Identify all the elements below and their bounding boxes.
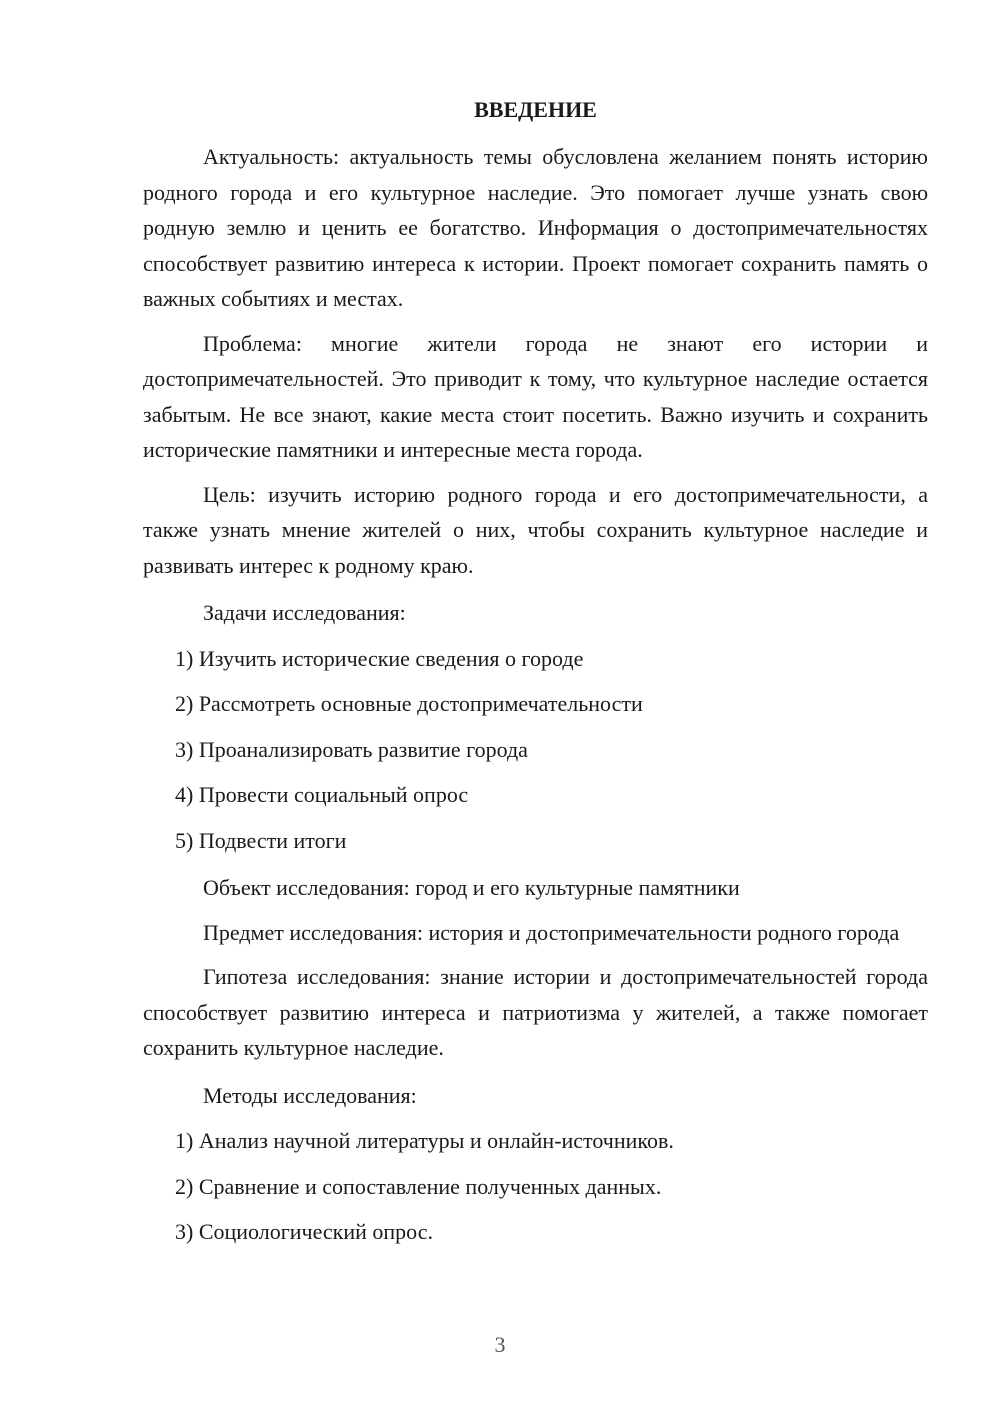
object-paragraph: Объект исследования: город и его культурные памятники [203,875,740,900]
list-item: 2) Сравнение и сопоставление полученных данных. [175,1173,662,1199]
goal-paragraph: Цель: изучить историю родного города и его достопримечательности, а также узнать мнение жителей о них, чтобы сохранить культурное наследие и развивать интерес к родному краю. [143,481,928,578]
list-item: 1) Изучить исторические сведения о городе [175,645,584,671]
list-item: 2) Рассмотреть основные достопримечательности [175,691,643,716]
tasks-list [143,641,928,859]
list-item: 5) Подвести итоги [175,827,347,853]
methods-list [143,1123,928,1250]
list-item: 3) Социологический опрос. [175,1219,433,1244]
section-title: ВВЕДЕНИЕ [474,97,597,122]
hypothesis-paragraph: Гипотеза исследования: знание истории и достопримечательностей города способствует развитию интереса и патриотизма у жителей, а также помогает сохранить культурное наследие. [143,964,928,1060]
list-item: 1) Анализ научной литературы и онлайн-источников. [175,1128,674,1153]
document-page [143,92,928,1250]
methods-heading: Методы исследования: [203,1082,417,1108]
tasks-heading: Задачи исследования: [203,600,406,625]
list-item: 4) Провести социальный опрос [175,782,469,807]
subject-paragraph: Предмет исследования: история и достопримечательности родного города [203,919,900,945]
relevance-paragraph: Актуальность: актуальность темы обусловлена желанием понять историю родного города и его культурное наследие. Это помогает лучше узнать свою родную землю и ценить ее богатство. Информация о достопримечательностях способствует развитию интереса к истории. Проект помогает сохранить память о важных событиях и местах. [143,144,928,311]
list-item: 3) Проанализировать развитие города [175,736,528,762]
problem-paragraph: Проблема: многие жители города не знают его истории и достопримечательностей. Это приводит к тому, что культурное наследие остается забытым. Не все знают, какие места стоит посетить. Важно изучить и сохранить исторические памятники и интересные места города. [143,330,928,462]
page-number: 3 [494,1332,506,1357]
